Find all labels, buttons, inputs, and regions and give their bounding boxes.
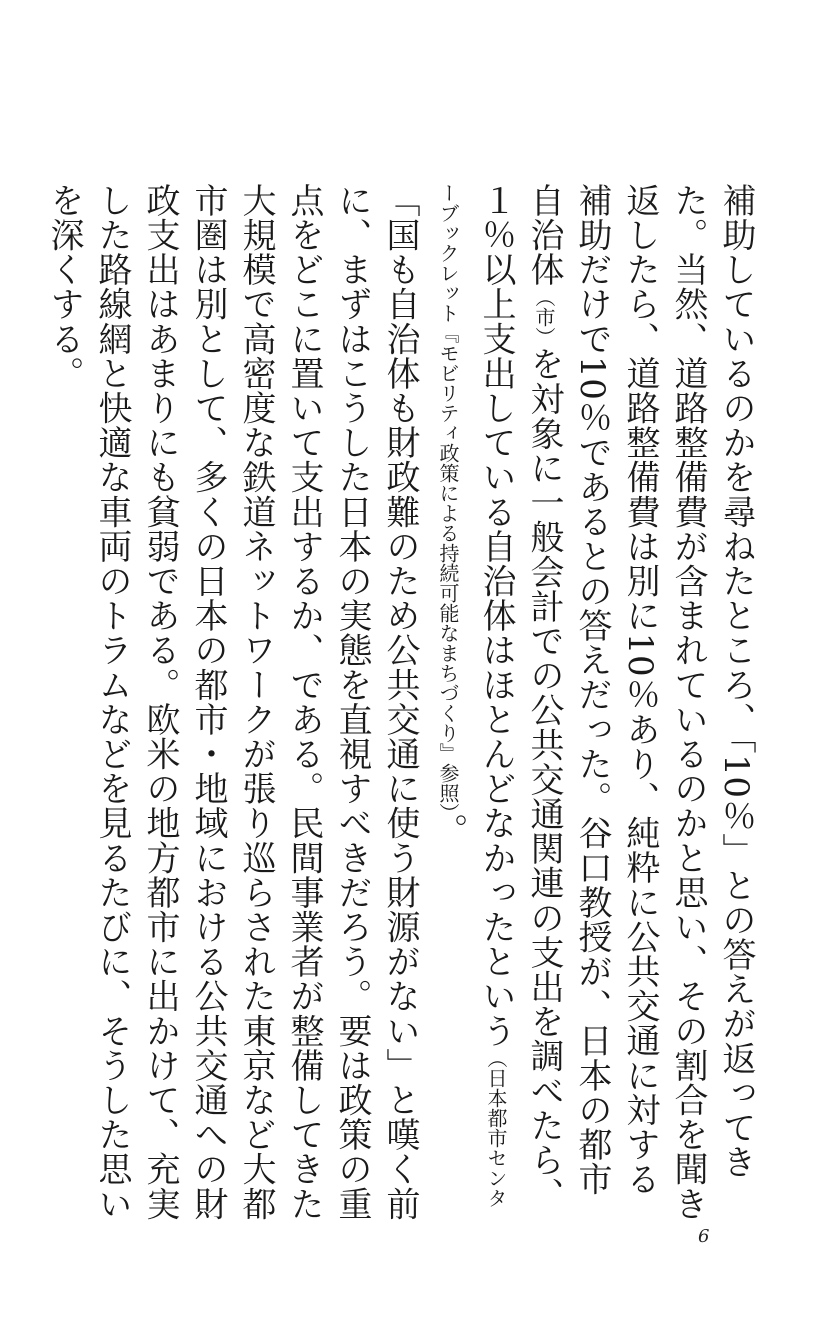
annotation-note: （市） bbox=[532, 286, 556, 347]
body-text bbox=[44, 183, 760, 1223]
annotation-note: （日本都市センターブックレット『モビリティ政策による持続可能なまちづくり』参照） bbox=[436, 183, 508, 1208]
text-run: を対象に一般会計での公共交通関連の支出を調べたら、１％以上支出している自治体はほとんどなかったという bbox=[476, 183, 564, 1212]
paragraph-gap bbox=[0, 183, 40, 1223]
page-number: 6 bbox=[698, 1226, 710, 1247]
paragraph-1 bbox=[424, 183, 760, 1223]
text-run: 補助しているのかを尋ねたところ、「10％」との答えが返ってきた。当然、道路整備費が含まれているのかと思い、その割合を聞き返したら、道路整備費は別に10％あり、純粋に公共交通に対する補助だけで10％であるとの答えだった。谷口教授が、日本の都市自治体 bbox=[524, 183, 756, 1221]
text-run: 。 bbox=[428, 813, 468, 848]
paragraph-2: 「国も自治体も財政難のため公共交通に使う財源がない」と嘆く前に、まずはこうした日本の実態を直視すべきだろう。要は政策の重点をどこに置いて支出するか、である。民間事業者が整備してきた大規模で高密度な鉄道ネットワークが張り巡らされた東京など大都市圏は別として、多くの日本の都市・地域における公共交通への財政支出はあまりにも貧弱である。欧米の地方都市に出かけて、充実した路線網と快適な車両のトラムなどを見るたびに、そうした思いを深くする。 bbox=[44, 183, 420, 1221]
